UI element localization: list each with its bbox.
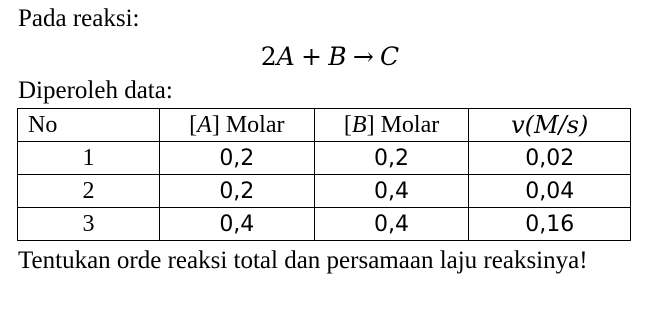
reaction-arrow: → bbox=[352, 42, 374, 71]
header-concentration-b bbox=[314, 109, 469, 142]
data-intro-text: Diperoleh data: bbox=[18, 77, 173, 104]
header-b-unit: Molar bbox=[380, 111, 440, 138]
header-v-unit: (M/s) bbox=[524, 110, 589, 139]
plus-sign: + bbox=[301, 42, 322, 71]
header-b-open: [ bbox=[343, 111, 352, 138]
reactant-a: A bbox=[276, 42, 295, 71]
cell-a: 0,2 bbox=[159, 142, 314, 175]
product-c: C bbox=[380, 42, 400, 71]
intro-text: Pada reaksi: bbox=[18, 5, 140, 32]
header-a-close: ] bbox=[211, 111, 220, 138]
header-a-unit: Molar bbox=[225, 111, 285, 138]
cell-no: 3 bbox=[18, 208, 160, 241]
table-row bbox=[18, 208, 631, 241]
coefficient-a: 2 bbox=[260, 42, 277, 71]
cell-b: 0,4 bbox=[314, 208, 469, 241]
header-a-symbol: A bbox=[197, 111, 212, 138]
data-table bbox=[17, 108, 631, 241]
cell-b: 0,2 bbox=[314, 142, 469, 175]
cell-b: 0,4 bbox=[314, 175, 469, 208]
cell-v: 0,02 bbox=[469, 142, 631, 175]
header-concentration-a bbox=[159, 109, 314, 142]
cell-a: 0,4 bbox=[159, 208, 314, 241]
header-no: No bbox=[18, 109, 160, 142]
header-a-open: [ bbox=[189, 111, 198, 138]
table-header-row bbox=[18, 109, 631, 142]
table-row bbox=[18, 142, 631, 175]
table-row bbox=[18, 175, 631, 208]
header-b-close: ] bbox=[366, 111, 375, 138]
cell-no: 2 bbox=[18, 175, 160, 208]
reactant-b: B bbox=[328, 42, 347, 71]
cell-a: 0,2 bbox=[159, 175, 314, 208]
header-v-symbol: v bbox=[511, 110, 525, 139]
header-rate bbox=[469, 109, 631, 142]
question-text: Tentukan orde reaksi total dan persamaan laju reaksinya! bbox=[18, 247, 588, 274]
cell-v: 0,04 bbox=[469, 175, 631, 208]
header-b-symbol: B bbox=[351, 111, 367, 138]
reaction-equation bbox=[0, 42, 660, 73]
cell-no: 1 bbox=[18, 142, 160, 175]
cell-v: 0,16 bbox=[469, 208, 631, 241]
